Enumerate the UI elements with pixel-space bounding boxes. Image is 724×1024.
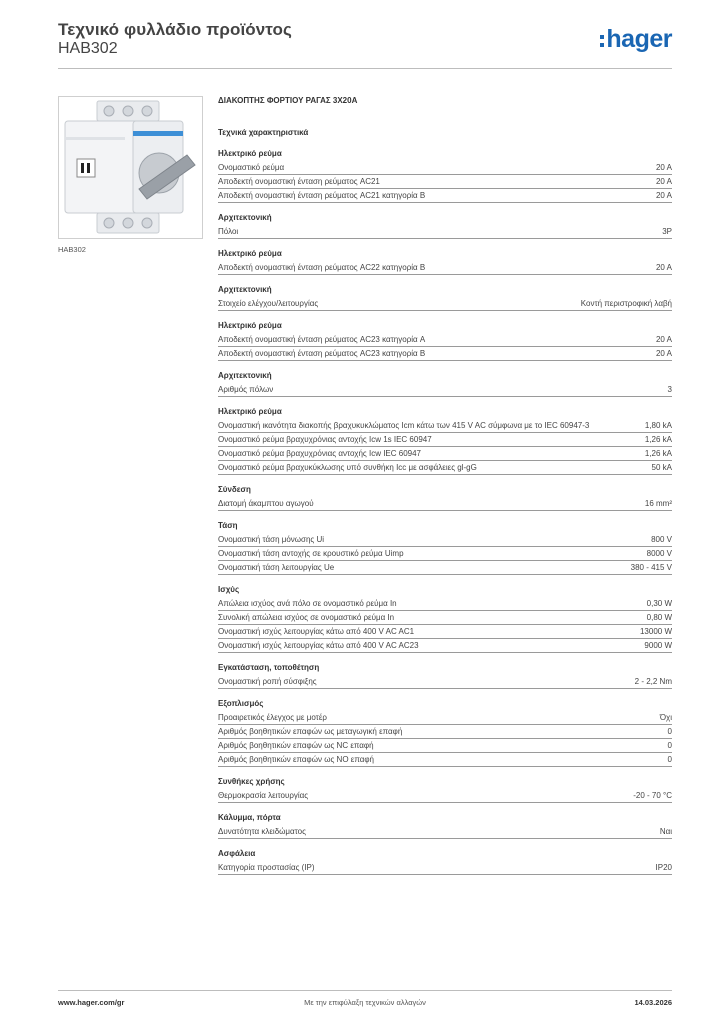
spec-group-title: Εξοπλισμός: [218, 699, 264, 708]
spec-row: [218, 675, 672, 689]
spec-row: [218, 611, 672, 625]
spec-value: 1,26 kA: [644, 435, 672, 444]
spec-row: [218, 347, 672, 361]
spec-label: Ονομαστική ισχύς λειτουργίας κάτω από 400 V AC AC1: [218, 627, 415, 636]
spec-label: Ονομαστικό ρεύμα βραχυχρόνιας αντοχής Icw IEC 60947: [218, 449, 421, 458]
spec-row: [218, 753, 672, 767]
spec-value: 13000 W: [639, 627, 672, 636]
spec-row: [218, 333, 672, 347]
logo-dots-icon: [600, 35, 604, 47]
spec-label: Απώλεια ισχύος ανά πόλο σε ονομαστικό ρεύμα In: [218, 599, 397, 608]
spec-group-title: Συνθήκες χρήσης: [218, 777, 285, 786]
spec-row: [218, 383, 672, 397]
specification-content: [218, 96, 672, 885]
spec-group-title: Τάση: [218, 521, 238, 530]
spec-value: -20 - 70 °C: [633, 791, 672, 800]
spec-group: [218, 371, 672, 397]
spec-group: [218, 321, 672, 361]
spec-row: [218, 225, 672, 239]
spec-label: Ονομαστικό ρεύμα βραχυκύκλωσης υπό συνθήκη Icc με ασφάλειες gl-gG: [218, 463, 477, 472]
spec-group: [218, 285, 672, 311]
spec-label: Αποδεκτή ονομαστική ένταση ρεύματος AC21: [218, 177, 380, 186]
spec-label: Ονομαστικό ρεύμα βραχυχρόνιας αντοχής Icw 1s IEC 60947: [218, 435, 432, 444]
spec-row: [218, 461, 672, 475]
technical-characteristics-title: Τεχνικά χαρακτηριστικά: [218, 128, 309, 137]
spec-label: Ονομαστική ισχύς λειτουργίας κάτω από 400 V AC AC23: [218, 641, 419, 650]
spec-value: 800 V: [651, 535, 672, 544]
spec-value: 20 A: [655, 335, 672, 344]
spec-label: Αριθμός βοηθητικών επαφών ως NO επαφή: [218, 755, 374, 764]
spec-label: Συνολική απώλεια ισχύος σε ονομαστικό ρεύμα In: [218, 613, 395, 622]
spec-value: 0: [667, 741, 672, 750]
spec-row: [218, 297, 672, 311]
spec-label: Ονομαστικό ρεύμα: [218, 163, 285, 172]
spec-group-title: Ισχύς: [218, 585, 240, 594]
spec-label: Αριθμός βοηθητικών επαφών ως NC επαφή: [218, 741, 374, 750]
spec-group-title: Αρχιτεκτονική: [218, 213, 272, 222]
product-description: ΔΙΑΚΟΠΤΗΣ ΦΟΡΤΙΟΥ ΡΑΓΑΣ 3Χ20Α: [218, 96, 358, 105]
spec-group-title: Ηλεκτρικό ρεύμα: [218, 321, 282, 330]
footer-notice: Με την επιφύλαξη τεχνικών αλλαγών: [304, 998, 426, 1007]
spec-row: [218, 789, 672, 803]
spec-label: Αποδεκτή ονομαστική ένταση ρεύματος AC23 κατηγορία A: [218, 335, 426, 344]
spec-value: 0,30 W: [646, 599, 672, 608]
spec-row: [218, 725, 672, 739]
spec-value: 50 kA: [651, 463, 672, 472]
spec-row: [218, 625, 672, 639]
spec-value: Ναι: [659, 827, 672, 836]
spec-value: 3: [667, 385, 672, 394]
spec-value: 0: [667, 727, 672, 736]
spec-row: [218, 161, 672, 175]
document-header: [58, 20, 672, 70]
hager-logo[interactable]: [600, 26, 672, 52]
spec-row: [218, 825, 672, 839]
spec-row: [218, 189, 672, 203]
image-caption: HAB302: [58, 245, 86, 254]
spec-group: [218, 813, 672, 839]
footer-divider: [58, 990, 672, 991]
rotary-load-switch-image: [59, 97, 202, 238]
spec-group: [218, 485, 672, 511]
spec-value: 380 - 415 V: [630, 563, 672, 572]
header-divider: [58, 68, 672, 69]
spec-label: Ονομαστική ροπή σύσφιξης: [218, 677, 317, 686]
spec-group: [218, 663, 672, 689]
spec-group-title: Κάλυμμα, πόρτα: [218, 813, 281, 822]
spec-label: Θερμοκρασία λειτουργίας: [218, 791, 309, 800]
spec-group-title: Ηλεκτρικό ρεύμα: [218, 149, 282, 158]
spec-row: [218, 447, 672, 461]
spec-group-title: Ηλεκτρικό ρεύμα: [218, 407, 282, 416]
spec-group: [218, 585, 672, 653]
spec-value: Όχι: [659, 713, 672, 722]
spec-label: Ονομαστική τάση αντοχής σε κρουστικό ρεύμα Uimp: [218, 549, 404, 558]
footer-website-link[interactable]: www.hager.com/gr: [58, 998, 125, 1007]
spec-group-title: Ασφάλεια: [218, 849, 256, 858]
spec-row: [218, 533, 672, 547]
spec-row: [218, 547, 672, 561]
spec-group: [218, 149, 672, 203]
spec-label: Ονομαστική τάση λειτουργίας Ue: [218, 563, 335, 572]
document-title: Τεχνικό φυλλάδιο προϊόντος: [58, 20, 292, 39]
spec-value: 1,26 kA: [644, 449, 672, 458]
spec-group: [218, 777, 672, 803]
specification-groups: [218, 149, 672, 875]
spec-label: Ονομαστική τάση μόνωσης Ui: [218, 535, 325, 544]
spec-value: IP20: [655, 863, 672, 872]
logo-text: hager: [606, 25, 672, 53]
spec-label: Πόλοι: [218, 227, 239, 236]
spec-label: Αποδεκτή ονομαστική ένταση ρεύματος AC22 κατηγορία B: [218, 263, 426, 272]
spec-group: [218, 407, 672, 475]
spec-row: [218, 497, 672, 511]
spec-row: [218, 711, 672, 725]
spec-value: 20 A: [655, 177, 672, 186]
spec-group-title: Ηλεκτρικό ρεύμα: [218, 249, 282, 258]
spec-group-title: Αρχιτεκτονική: [218, 371, 272, 380]
spec-group: [218, 521, 672, 575]
spec-label: Προαιρετικός έλεγχος με μοτέρ: [218, 713, 327, 722]
spec-value: 2 - 2,2 Nm: [634, 677, 672, 686]
spec-group: [218, 849, 672, 875]
spec-label: Αριθμός βοηθητικών επαφών ως μεταγωγική επαφή: [218, 727, 403, 736]
spec-row: [218, 639, 672, 653]
spec-value: 20 A: [655, 163, 672, 172]
spec-label: Διατομή άκαμπτου αγωγού: [218, 499, 314, 508]
spec-row: [218, 597, 672, 611]
spec-value: 20 A: [655, 349, 672, 358]
spec-label: Δυνατότητα κλειδώματος: [218, 827, 306, 836]
spec-group-title: Σύνδεση: [218, 485, 251, 494]
spec-row: [218, 261, 672, 275]
product-code: HAB302: [58, 40, 118, 57]
spec-value: Κοντή περιστροφική λαβή: [580, 299, 672, 308]
spec-label: Στοιχείο ελέγχου/λειτουργίας: [218, 299, 319, 308]
spec-row: [218, 739, 672, 753]
spec-label: Αποδεκτή ονομαστική ένταση ρεύματος AC23 κατηγορία B: [218, 349, 426, 358]
spec-value: 8000 V: [646, 549, 672, 558]
spec-label: Κατηγορία προστασίας (IP): [218, 863, 315, 872]
spec-group: [218, 249, 672, 275]
spec-value: 20 A: [655, 191, 672, 200]
spec-row: [218, 419, 672, 433]
spec-value: 0: [667, 755, 672, 764]
product-image: [58, 96, 203, 239]
spec-row: [218, 561, 672, 575]
spec-value: 0,80 W: [646, 613, 672, 622]
spec-value: 20 A: [655, 263, 672, 272]
spec-group: [218, 213, 672, 239]
spec-row: [218, 861, 672, 875]
spec-label: Ονομαστική ικανότητα διακοπής βραχυκυκλώματος Icm κάτω των 415 V AC σύμφωνα με το IEC 60947-3: [218, 421, 590, 430]
spec-group-title: Αρχιτεκτονική: [218, 285, 272, 294]
spec-value: 9000 W: [644, 641, 672, 650]
spec-label: Αποδεκτή ονομαστική ένταση ρεύματος AC21 κατηγορία B: [218, 191, 426, 200]
footer-date: 14.03.2026: [634, 998, 672, 1007]
spec-row: [218, 175, 672, 189]
spec-value: 1,80 kA: [644, 421, 672, 430]
spec-value: 3P: [662, 227, 672, 236]
spec-label: Αριθμός πόλων: [218, 385, 274, 394]
spec-row: [218, 433, 672, 447]
spec-group-title: Εγκατάσταση, τοποθέτηση: [218, 663, 320, 672]
spec-group: [218, 699, 672, 767]
spec-value: 16 mm²: [644, 499, 672, 508]
